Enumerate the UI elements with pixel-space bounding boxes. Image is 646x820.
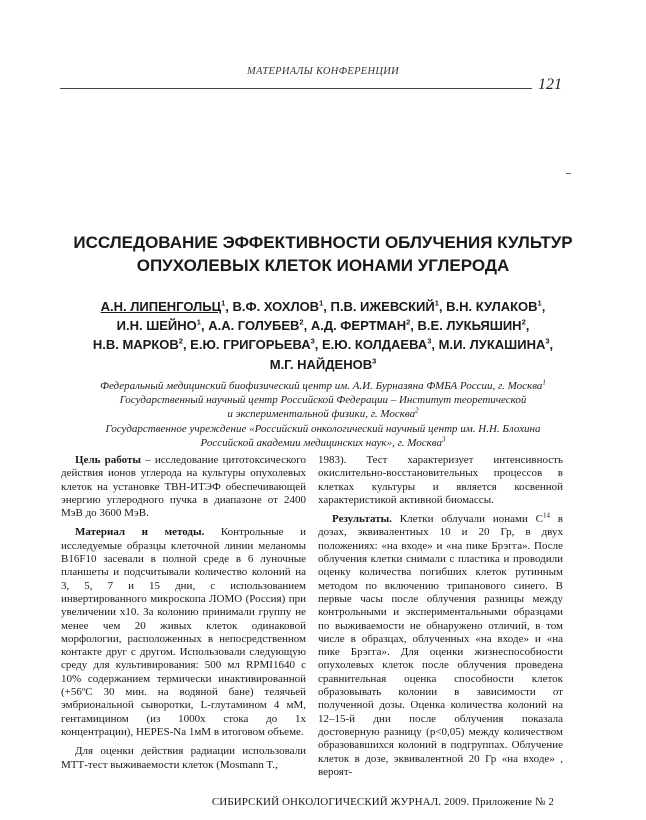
affiliation-2-mark: 2 [415,406,419,415]
results-text-continued: в дозах, эквивалентных 10 и 20 Гр, в двух положениях: «на входе» и «на пике Брэгга». После облучения клетки снимали с пластика и проводили оценку количества погибших клеток рутинным методом по включению трипанового синего. В первые часы после облучения разницы между контрольными и экспериментальными образцами по выживаемости не обнаружено отличий, в том числе в образцах, облученных «на входе» и «на пике Брэгга». Для оценки жизнеспособности опухолевых клеток после облучения проведена сравнительная оценка способности клеток образовывать колонии в зависимости от полученной дозы. Оценка количества колоний на 12–15-й дни после облучения показала достоверную разницу (p<0,05) между количеством образовавшихся колоний в подгруппах. Облучение клеток в дозе, эквивалентной 20 Гр «на входе» , вероят- [318,513,563,778]
author-affiliation-mark: 2 [299,317,304,327]
isotope-superscript: 14 [542,511,550,520]
author-name: М.И. ЛУКАШИНА [438,337,546,353]
author-name: Н.В. МАРКОВ [92,337,179,353]
affiliation-3-mark: 3 [441,435,446,444]
title-line-1: ИССЛЕДОВАНИЕ ЭФФЕКТИВНОСТИ ОБЛУЧЕНИЯ КУЛЬТУР [73,233,573,252]
affiliation-2-line-1: Государственный научный центр Российской Федерации – Институт теоретической [119,394,527,407]
journal-footer: СИБИРСКИЙ ОНКОЛОГИЧЕСКИЙ ЖУРНАЛ. 2009. Приложение № 2 [211,796,554,808]
author-name: И.Н. ШЕЙНО [116,318,197,334]
author-affiliation-mark: 3 [310,337,315,347]
mtt-paragraph [61,745,306,772]
header-rule [60,88,532,89]
author-affiliation-mark: 2 [178,337,183,347]
author-affiliation-mark: 3 [427,337,432,347]
author-name: А.Н. ЛИПЕНГОЛЬЦ [100,299,222,314]
article-title [30,231,616,277]
author-name: А.А. ГОЛУБЕВ [208,318,300,334]
author-name: А.Д. ФЕРТМАН [310,318,407,334]
methods-text: Контрольные и исследуемые образцы клеточной линии меланомы B16F10 засевали в полной среде в 6 луночные планшеты и подсчитывали количество колоний на 3, 5, 7 и 15 дни, с использованием инвертированного микроскопа ЛОМО (Россия) при увеличении х10. За колонию принимали группу не менее чем 20 живых клеток одинаковой морфологии, расположенных в непосредственном контакте друг с другом. Использовали следующую среду для культивирования: 500 мл RPMI1640 с 10% содержанием термически инактивированной (+56ºC 30 мин. на водяной бане) телячьей эмбриональной сыворотки, L-глутамином 4 мМ, гентамицином (из 1000х стока до 1х концентрации), HEPES-Na 1мМ в итоговом объеме. [61,526,306,738]
author-affiliation-mark: 3 [545,337,550,347]
affiliation-3-line-1: Государственное учреждение «Российский онкологический научный центр им. Н.Н. Блохина [105,422,541,435]
author-name: В.Н. КУЛАКОВ [446,299,538,314]
affiliation-2-line-2: и экспериментальной физики, г. Москва [227,408,416,421]
author-name: П.В. ИЖЕВСКИЙ [330,299,435,314]
author-affiliation-mark: 1 [319,298,324,308]
title-line-2: ОПУХОЛЕВЫХ КЛЕТОК ИОНАМИ УГЛЕРОДА [136,256,510,275]
results-paragraph [318,513,563,779]
running-head: МАТЕРИАЛЫ КОНФЕРЕНЦИИ [246,66,400,77]
author-affiliation-mark: 2 [406,317,411,327]
methods-paragraph [61,526,306,739]
mtt-paragraph-continued [318,454,563,507]
stray-mark [566,173,571,174]
affiliation-1: Федеральный медицинский биофизический центр им. А.И. Бурназяна ФМБА России, г. Москва [100,380,543,392]
author-affiliation-mark: 1 [221,298,226,308]
body-column-right [318,454,563,779]
body-column-left [61,454,306,772]
author-name: М.Г. НАЙДЕНОВ [269,356,373,372]
methods-label: Материал и методы. [75,526,205,539]
results-text: Клетки облучали ионами C [391,513,543,526]
author-name: В.Е. ЛУКЬЯШИН [417,318,522,334]
mtt-text: Для оценки действия радиации использовали МТТ-тест выживаемости клеток (Mosmann T., [61,745,306,771]
results-label: Результаты. [332,513,392,526]
author-affiliation-mark: 1 [434,298,439,308]
affiliation-3-line-2: Российской академии медицинских наук», г. Москва [200,436,442,449]
author-name: В.Ф. ХОХЛОВ [232,299,320,314]
author-affiliation-mark: 3 [372,356,377,366]
author-name: Е.Ю. КОЛДАЕВА [322,337,428,353]
aim-label: Цель работы [75,454,141,466]
author-affiliation-mark: 1 [196,317,201,327]
page-number: 121 [538,76,562,93]
mtt-text-continued: 1983). Тест характеризует интенсивность окислительно-восстановительных процессов в клетках культуры и является косвенной характеристикой активной биомассы. [318,454,563,506]
author-affiliation-mark: 1 [537,298,542,308]
affiliations [22,379,624,450]
aim-text: – исследование цитотоксического действия ионов углерода на культуры опухолевых клеток на установке ТВН-ИТЭФ обеспечивающей энергию углеродного пучка в диапазоне от 2400 МэВ до 3600 МэВ. [61,454,306,520]
aim-paragraph [61,454,306,520]
author-list: А.Н. ЛИПЕНГОЛЬЦ$^1$, В.Ф. ХОХЛОВ$^1$, П.В. ИЖЕВСКИЙ$^1$, В.Н. КУЛАКОВ$^1$, И.Н. ШЕЙНО$^1$, А.А. ГОЛУБЕВ$^2$, А.Д. ФЕРТМАН$^2$, В.Е. ЛУКЬЯШИН$^2$, Н.В. МАРКОВ$^2$, Е.Ю. ГРИГОРЬЕВА$^3$, Е.Ю. КОЛДАЕВА$^3$, М.И. ЛУКАШИНА$^3$, М.Г. НАЙДЕНОВ$^3$ [92,298,554,372]
author-name: Е.Ю. ГРИГОРЬЕВА [190,337,311,353]
author-affiliation-mark: 2 [521,317,526,327]
affiliation-1-mark: 1 [542,378,546,387]
